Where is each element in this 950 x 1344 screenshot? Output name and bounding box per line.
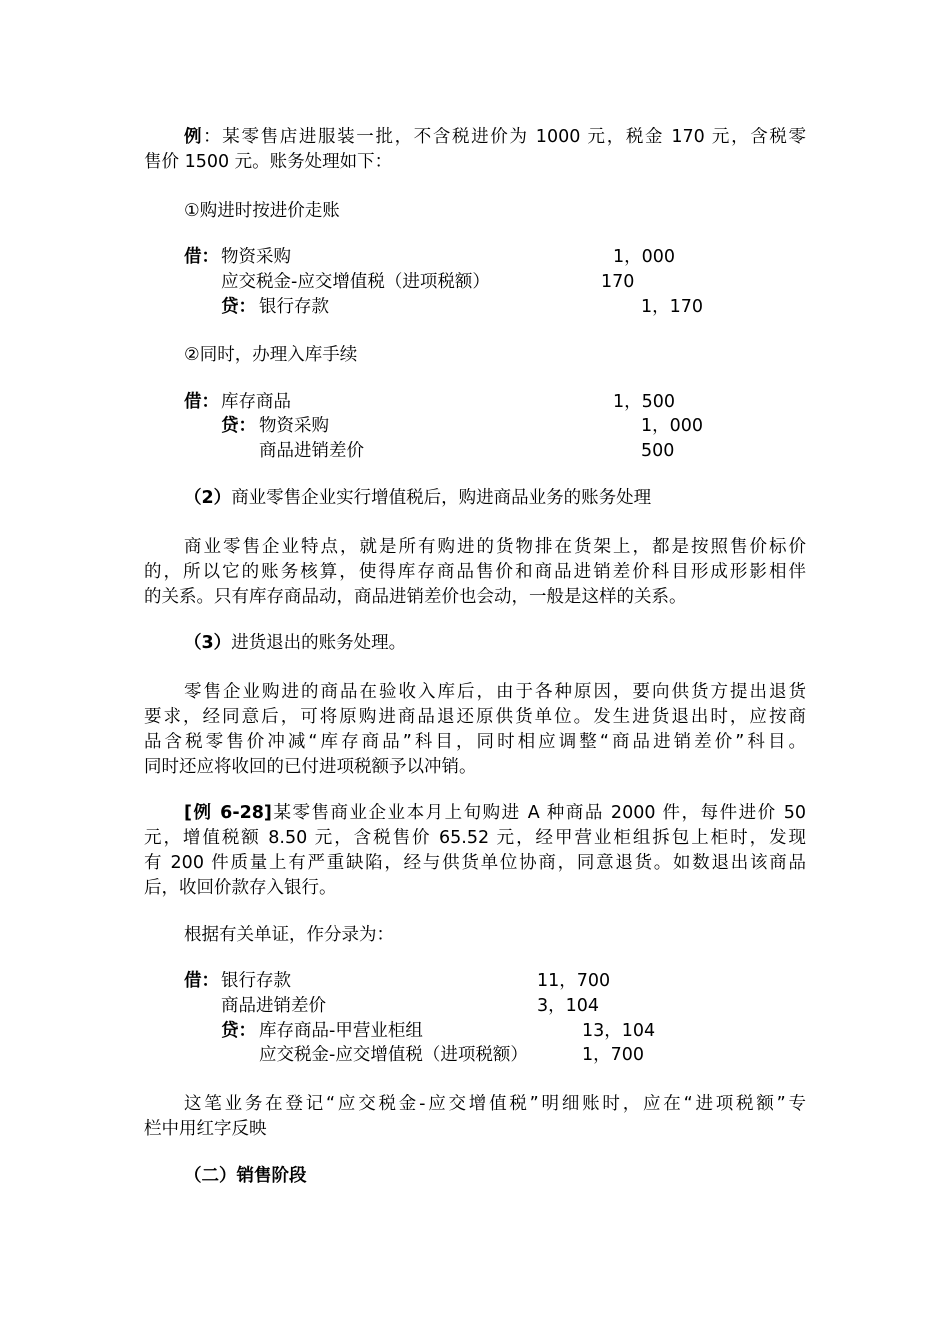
section2-para-line1: 商业零售企业特点，就是所有购进的货物排在货架上，都是按照售价标价	[184, 537, 806, 557]
entry2-credit-label: 贷：	[221, 416, 256, 436]
section3-heading	[184, 631, 406, 655]
section3-number: （3）	[184, 633, 232, 653]
section2-title: 商业零售企业实行增值税后，购进商品业务的账务处理	[231, 488, 652, 508]
entry1-debit-label: 借：	[184, 247, 219, 267]
entry1-credit-label: 贷：	[221, 297, 256, 317]
example1-line2: 售价 1500 元。账务处理如下：	[144, 152, 393, 172]
entry3-debit-amount: 11，700	[537, 971, 611, 991]
entry1-tax-account: 应交税金-应交增值税（进项税额）	[221, 272, 490, 292]
entry1-debit-account: 物资采购	[221, 247, 291, 267]
example2-text: 某零售商业企业本月上旬购进 A 种商品 2000 件，每件进价 50	[271, 803, 806, 823]
entry1-credit-amount: 1，170	[641, 297, 704, 317]
entry2-debit-label: 借：	[184, 392, 219, 412]
section-sales-heading: （二）销售阶段	[184, 1166, 307, 1186]
example1-text: ：某零售店进服装一批，不含税进价为 1000 元，税金 170 元，含税零	[203, 127, 807, 147]
entry3-credit-amount: 13，104	[582, 1021, 656, 1041]
entry3-credit2-account: 应交税金-应交增值税（进项税额）	[259, 1045, 528, 1065]
entry2-debit-amount: 1，500	[613, 392, 676, 412]
entry3-credit-account: 库存商品-甲营业柜组	[259, 1021, 423, 1041]
section3-para-line2: 要求，经同意后，可将原购进商品退还原供货单位。发生进货退出时，应按商	[144, 707, 806, 727]
entry3-credit-label: 贷：	[221, 1021, 256, 1041]
example1-line1	[144, 125, 806, 149]
example1-step2: ②同时，办理入库手续	[184, 345, 358, 365]
section3-para-line1: 零售企业购进的商品在验收入库后，由于各种原因，要向供货方提出退货	[184, 682, 806, 702]
example2-line4: 后，收回价款存入银行。	[144, 878, 337, 898]
section2-para-line2: 的，所以它的账务核算，使得库存商品售价和商品进销差价科目形成形影相伴	[144, 562, 806, 582]
section3-title: 进货退出的账务处理。	[231, 633, 407, 653]
entry2-credit-account: 物资采购	[259, 416, 329, 436]
entry2-credit2-account: 商品进销差价	[259, 441, 364, 461]
section3-para-line3: 品含税零售价冲减“库存商品”科目，同时相应调整“商品进销差价”科目。	[144, 732, 806, 752]
example2-intro: 根据有关单证，作分录为：	[184, 925, 394, 945]
example2-line1	[144, 801, 806, 825]
section3-para-line4: 同时还应将收回的已付进项税额予以冲销。	[144, 757, 477, 777]
section2-para-line3: 的关系。只有库存商品动，商品进销差价也会动，一般是这样的关系。	[144, 587, 687, 607]
example2-note-line1: 这笔业务在登记“应交税金-应交增值税”明细账时，应在“进项税额”专	[184, 1094, 806, 1114]
entry3-debit-account: 银行存款	[221, 971, 291, 991]
entry1-tax-amount: 170	[601, 272, 635, 292]
entry3-debit2-amount: 3，104	[537, 996, 600, 1016]
section2-heading	[184, 486, 651, 510]
example2-line2: 元，增值税额 8.50 元，含税售价 65.52 元，经甲营业柜组拆包上柜时，发现	[144, 828, 806, 848]
entry3-debit-label: 借：	[184, 971, 219, 991]
entry1-credit-account: 银行存款	[259, 297, 329, 317]
example1-step1: ①购进时按进价走账	[184, 201, 340, 221]
entry2-credit2-amount: 500	[641, 441, 675, 461]
entry2-debit-account: 库存商品	[221, 392, 291, 412]
section2-number: （2）	[184, 488, 232, 508]
example2-label: [例 6-28]	[184, 803, 272, 823]
entry3-debit2-account: 商品进销差价	[221, 996, 326, 1016]
entry2-credit-amount: 1，000	[641, 416, 704, 436]
entry3-credit2-amount: 1，700	[582, 1045, 645, 1065]
entry1-debit-amount: 1，000	[613, 247, 676, 267]
example2-note-line2: 栏中用红字反映	[144, 1119, 267, 1139]
example1-label: 例	[184, 127, 204, 147]
example2-line3: 有 200 件质量上有严重缺陷，经与供货单位协商，同意退货。如数退出该商品	[144, 853, 806, 873]
